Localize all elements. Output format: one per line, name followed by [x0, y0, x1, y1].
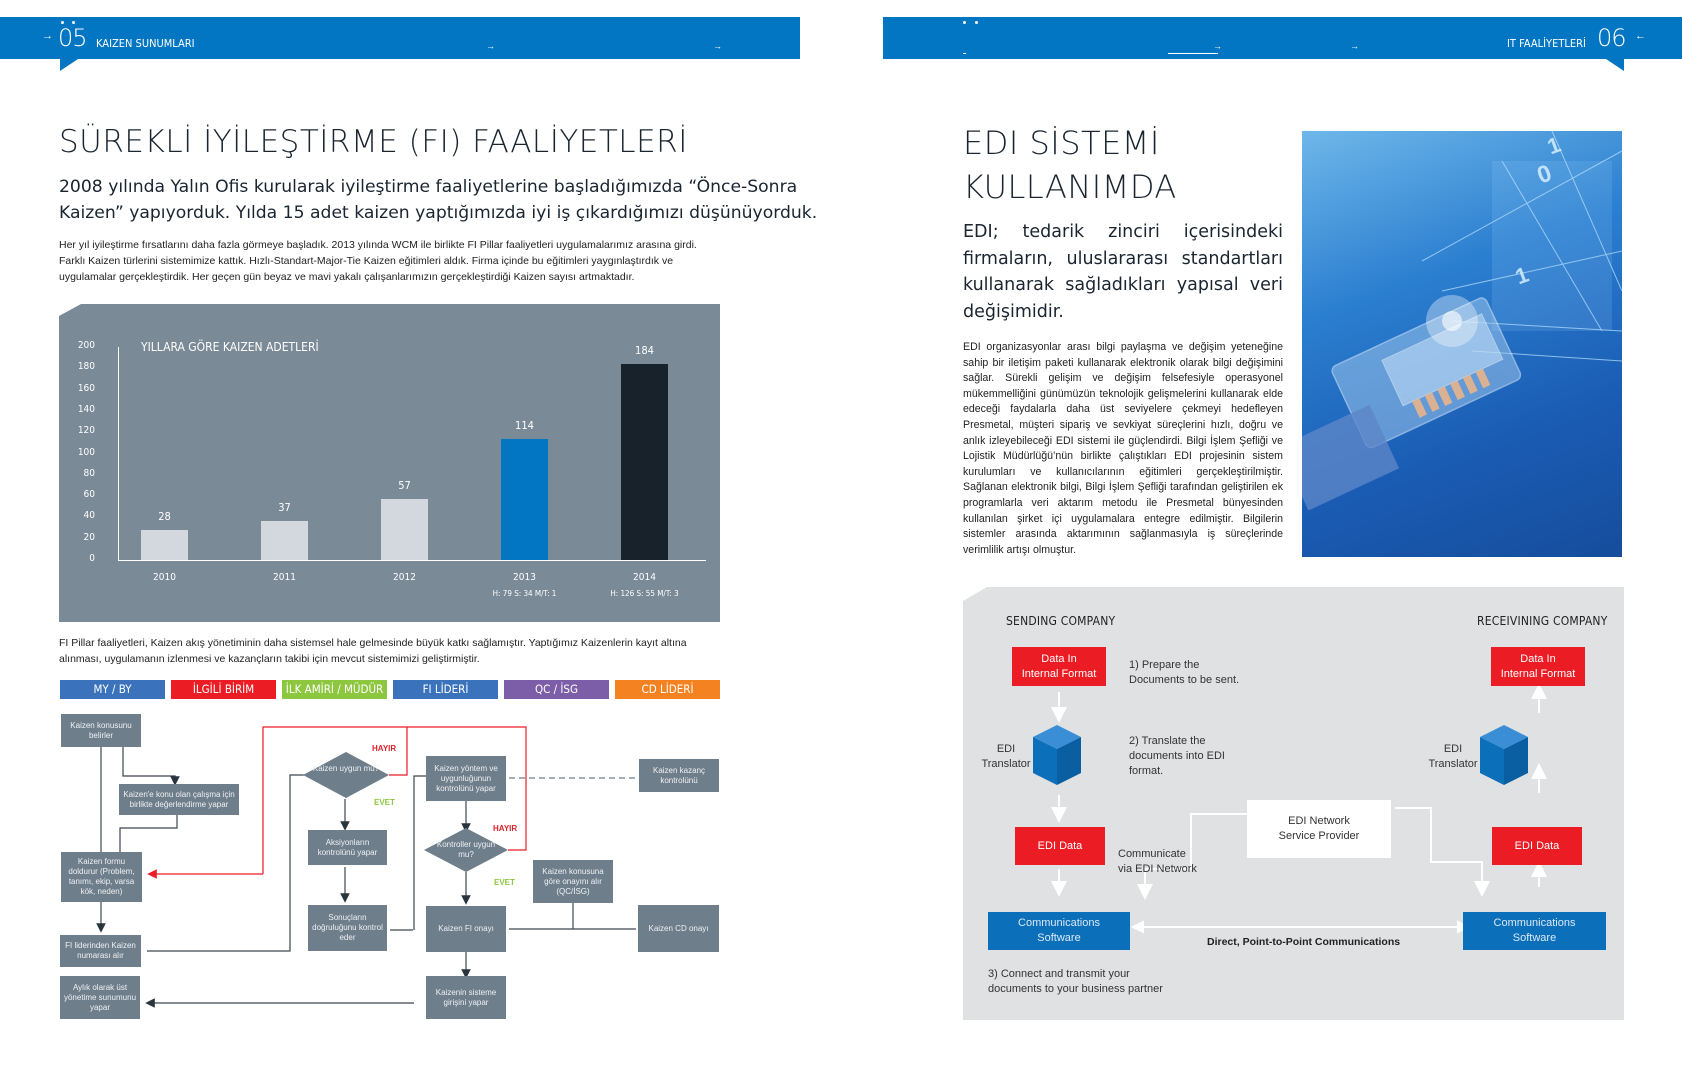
step-2-text — [1129, 734, 1225, 779]
x-tick-label: 2010 — [153, 572, 176, 583]
bar-value-label: 37 — [278, 500, 291, 514]
y-tick-label: 40 — [83, 510, 95, 522]
legend-ilgili-birim: İLGİLİ BİRİM — [171, 680, 276, 699]
edi-lead-line: firmaların, uluslararası standartları — [963, 248, 1283, 269]
body-line: Her yıl iyileştirme fırsatlarını daha fazla görmeye başladık. 2013 yılında WCM ile birlikte FI Pillar faaliyetleri uygulamalarımız arasına girdi. — [59, 239, 697, 251]
right-header-bar — [883, 17, 1682, 59]
edi-network-provider — [1247, 800, 1391, 858]
edi-data-receiving: EDI Data — [1492, 827, 1582, 865]
communicate-via-label — [1118, 847, 1197, 877]
y-tick-label: 160 — [77, 382, 95, 394]
edi-lead — [963, 219, 1283, 325]
box-line: Communications — [1018, 917, 1100, 929]
box-line: Service Provider — [1278, 830, 1360, 842]
header-tail — [1606, 59, 1624, 71]
step-1-text — [1129, 658, 1239, 688]
section-title: KAIZEN SUNUMLARI — [96, 37, 195, 50]
binary-digit: 1 — [1511, 261, 1532, 290]
step-line: 3) Connect and transmit your — [988, 968, 1130, 980]
box-line: Data In — [1041, 652, 1077, 665]
step-3-text — [988, 967, 1163, 997]
comm-software-sending — [988, 912, 1130, 950]
box-line: Communications — [1493, 917, 1576, 929]
flow-box: Aksiyonların kontrolünü yapar — [308, 830, 387, 865]
no-label: HAYIR — [493, 824, 518, 833]
translator-label-sending — [981, 742, 1031, 772]
sending-company-label: SENDING COMPANY — [1006, 614, 1116, 628]
box-line: Data In — [1520, 652, 1556, 665]
page-number: 05 — [58, 24, 87, 52]
legend-ilk-amiri: İLK AMİRİ / MÜDÜR — [282, 680, 387, 699]
page-number: 06 — [1597, 24, 1626, 52]
x-tick-label: 2013 — [513, 572, 536, 583]
box-line: Internal Format — [1500, 667, 1576, 680]
box-line: Internal Format — [1021, 667, 1097, 680]
p2p-label: Direct, Point-to-Point Communications — [1207, 936, 1401, 948]
edi-title-line: EDI SİSTEMİ — [963, 124, 1160, 162]
cable-illustration — [1302, 131, 1622, 557]
data-internal-format-sending — [1012, 647, 1106, 686]
arrow-left-icon: ← — [1635, 30, 1646, 42]
flow-box: Kaizen FI onayı — [426, 906, 506, 952]
legend-qc-isg: QC / İSG — [504, 680, 609, 699]
x-sublabel: H: 126 S: 55 M/T: 3 — [610, 589, 679, 598]
flow-box: Sonuçların doğruluğunu kontrol eder — [308, 905, 387, 951]
x-sublabel: H: 79 S: 34 M/T: 1 — [492, 589, 557, 598]
receiving-company-label: RECEIVINING COMPANY — [1477, 614, 1608, 628]
yes-label: EVET — [374, 798, 395, 807]
label-line: Communicate — [1118, 848, 1186, 860]
body-line: Farklı Kaizen türlerini sistemimize kattık. Hızlı-Standart-Major-Tie Kaizen eğitimleri aldık. Firma içinde bu eğitimleri yaygınlaştırdık ve — [59, 255, 674, 267]
arrow-right-icon: → — [1350, 41, 1359, 51]
chart-title: YILLARA GÖRE KAIZEN ADETLERİ — [141, 340, 319, 354]
page-title: SÜREKLİ İYİLEŞTİRME (FI) FAALİYETLERİ — [59, 124, 688, 160]
step-line: 1) Prepare the — [1129, 659, 1200, 671]
edi-title-line: KULLANIMDA — [963, 168, 1177, 206]
flow-box: Kaizen yöntem ve uygunluğunun kontrolünü yapar — [426, 756, 506, 801]
bar-value-label: 114 — [515, 418, 534, 432]
label-line: Translator — [1428, 758, 1478, 770]
y-tick-label: 200 — [77, 340, 95, 351]
label-line: Translator — [981, 758, 1031, 770]
x-tick-label: 2014 — [633, 572, 656, 583]
arrow-right-icon: → — [42, 30, 53, 42]
arrow-right-icon: → — [1213, 41, 1222, 51]
decision-label: Kontroller uygun mu? — [436, 840, 496, 859]
flow-box: Kaizen'e konu olan çalışma için birlikte değerlendirme yapar — [119, 784, 239, 815]
flow-box: FI liderinden Kaizen numarası alır — [60, 935, 141, 967]
lead-line: 2008 yılında Yalın Ofis kurularak iyileştirme faaliyetlerine başladığımızda “Önce-Sonra — [59, 177, 798, 197]
dot-icon — [975, 21, 978, 24]
section-title: IT FAALİYETLERİ — [1507, 37, 1586, 50]
edi-lead-line: değişimidir. — [963, 301, 1064, 322]
box-line: EDI Network — [1288, 815, 1350, 827]
decision-label: Kaizen uygun mu? — [312, 764, 380, 773]
no-label: HAYIR — [372, 744, 397, 753]
step-line: format. — [1129, 765, 1164, 777]
arrow-right-icon: → — [713, 41, 722, 51]
tick-mark — [963, 53, 966, 54]
edi-translator-cube-icon — [1480, 725, 1528, 785]
edi-lead-line: EDI; tedarik zinciri içerisindeki — [963, 222, 1283, 242]
label-line: via EDI Network — [1118, 863, 1197, 875]
y-tick-label: 0 — [89, 553, 95, 564]
y-tick-label: 20 — [83, 531, 95, 543]
legend-cd-lideri: CD LİDERİ — [615, 680, 720, 699]
arrow-right-icon: → — [486, 41, 495, 51]
y-tick-label: 180 — [77, 361, 95, 373]
y-tick-label: 120 — [77, 425, 95, 437]
flow-box: Kaizenin sisteme girişini yapar — [426, 976, 506, 1019]
body-line: uygulamalar gerçekleştirdik. Her geçen gün beyaz ve mavi yakalı çalışanlarımızın gerçekleştirdiği Kaizen sayısı artmaktadır. — [59, 271, 635, 283]
flow-box: Kaizen konusunu belirler — [61, 714, 141, 747]
body-line: FI Pillar faaliyetleri, Kaizen akış yönetiminin daha sistemsel hale gelmesinde büyük katkı sağlamıştır. Yaptığımız Kaizenlerin kayıt altına — [59, 637, 687, 649]
yes-label: EVET — [494, 878, 515, 887]
body-line: alınması, uygulamanın izlenmesi ve kazançların takibi için mevcut sistemimizi geliştirmiştir. — [59, 653, 480, 665]
step-line: documents to your business partner — [988, 983, 1163, 995]
box-line: Software — [1037, 932, 1081, 944]
data-internal-format-receiving — [1491, 647, 1585, 686]
x-tick-label: 2012 — [393, 572, 416, 583]
translator-label-receiving — [1428, 742, 1478, 772]
bar-value-label: 57 — [398, 479, 411, 493]
network-cable-image — [1302, 131, 1622, 557]
edi-diagram — [963, 587, 1624, 1020]
edi-translator-cube-icon — [1033, 725, 1081, 785]
step-line: Documents to be sent. — [1129, 674, 1240, 686]
y-tick-label: 60 — [83, 489, 95, 501]
flow-box: Kaizen formu doldurur (Problem, tanımı, ekip, varsa kök, neden) — [61, 852, 142, 902]
edi-lead-line: kullanarak sağladıkları yapısal veri — [963, 275, 1283, 295]
flow-box: Kaizen konusuna göre onayını alır (QC/İSG) — [533, 860, 613, 903]
dot-icon — [963, 21, 966, 24]
y-tick-label: 100 — [77, 446, 95, 458]
lead-line: Kaizen” yapıyorduk. Yılda 15 adet kaizen yaptığımızda iyi iş çıkardığımızı düşünüyorduk. — [59, 203, 818, 223]
binary-digit: 0 — [1533, 159, 1556, 190]
edi-data-sending: EDI Data — [1015, 827, 1105, 865]
flow-box: Kaizen CD onayı — [638, 905, 719, 952]
binary-digit: 1 — [1543, 131, 1564, 160]
edi-body: EDI organizasyonlar arası bilgi paylaşma ve değişim yeteneğine sahip bir iletişim paketi kullanarak elektronik olarak bilgi değişimini sağlar. Sürekli gelişim ve değişim felsefesiyle operasyonel mükemmelliğini günümüzün teknolojik gelişmelerini kullanarak elde edeceği faydalarla daha üst seviyelere çekmeyi hedefleyen Presmetal, müşteri sipariş ve sevkiyat süreçlerini hızlı, doğru ve anlık izleyebileceği EDI sistemi ile güçlendirdi. Bilgi İşlem Şefliği ve Lojistik Müdürlüğü’nün birlikte çalıştıkları EDI projesinin sistem kurulumları ve kullanıcılarının eğitimleri gerçekleştirilmiştir. Sağlanan elektronik bilgi, Bilgi İşlem Şefliği tarafından geliştirilen ek programlarla veri aktarım metodu ile Presmetal bünyesinden kullanılan şirket içi uygulamalara entegre edilmiştir. Bilgilerin sistemler arasında aktarımının sağlanmasıyla iş süreçlerinde verimlilik artışı olmuştur. — [963, 341, 1283, 556]
box-line: Software — [1512, 932, 1557, 944]
flow-box: Kaizen kazanç kontrolünü — [639, 759, 719, 792]
bar-value-label: 28 — [158, 510, 171, 524]
bar-value-label: 184 — [635, 344, 654, 358]
comm-software-receiving — [1463, 912, 1606, 950]
step-line: documents into EDI — [1129, 750, 1225, 762]
label-line: EDI — [1443, 743, 1463, 755]
step-line: 2) Translate the — [1129, 735, 1206, 747]
y-tick-label: 80 — [83, 467, 95, 479]
legend-fi-lideri: FI LİDERİ — [393, 680, 498, 699]
y-tick-label: 140 — [77, 403, 95, 415]
decision-diamond — [303, 752, 389, 798]
underline-rule — [1168, 53, 1218, 54]
label-line: EDI — [996, 743, 1016, 755]
legend-my-by: MY / BY — [60, 680, 165, 699]
x-tick-label: 2011 — [273, 572, 296, 583]
flow-box: Aylık olarak üst yönetime sunumunu yapar — [60, 976, 140, 1019]
